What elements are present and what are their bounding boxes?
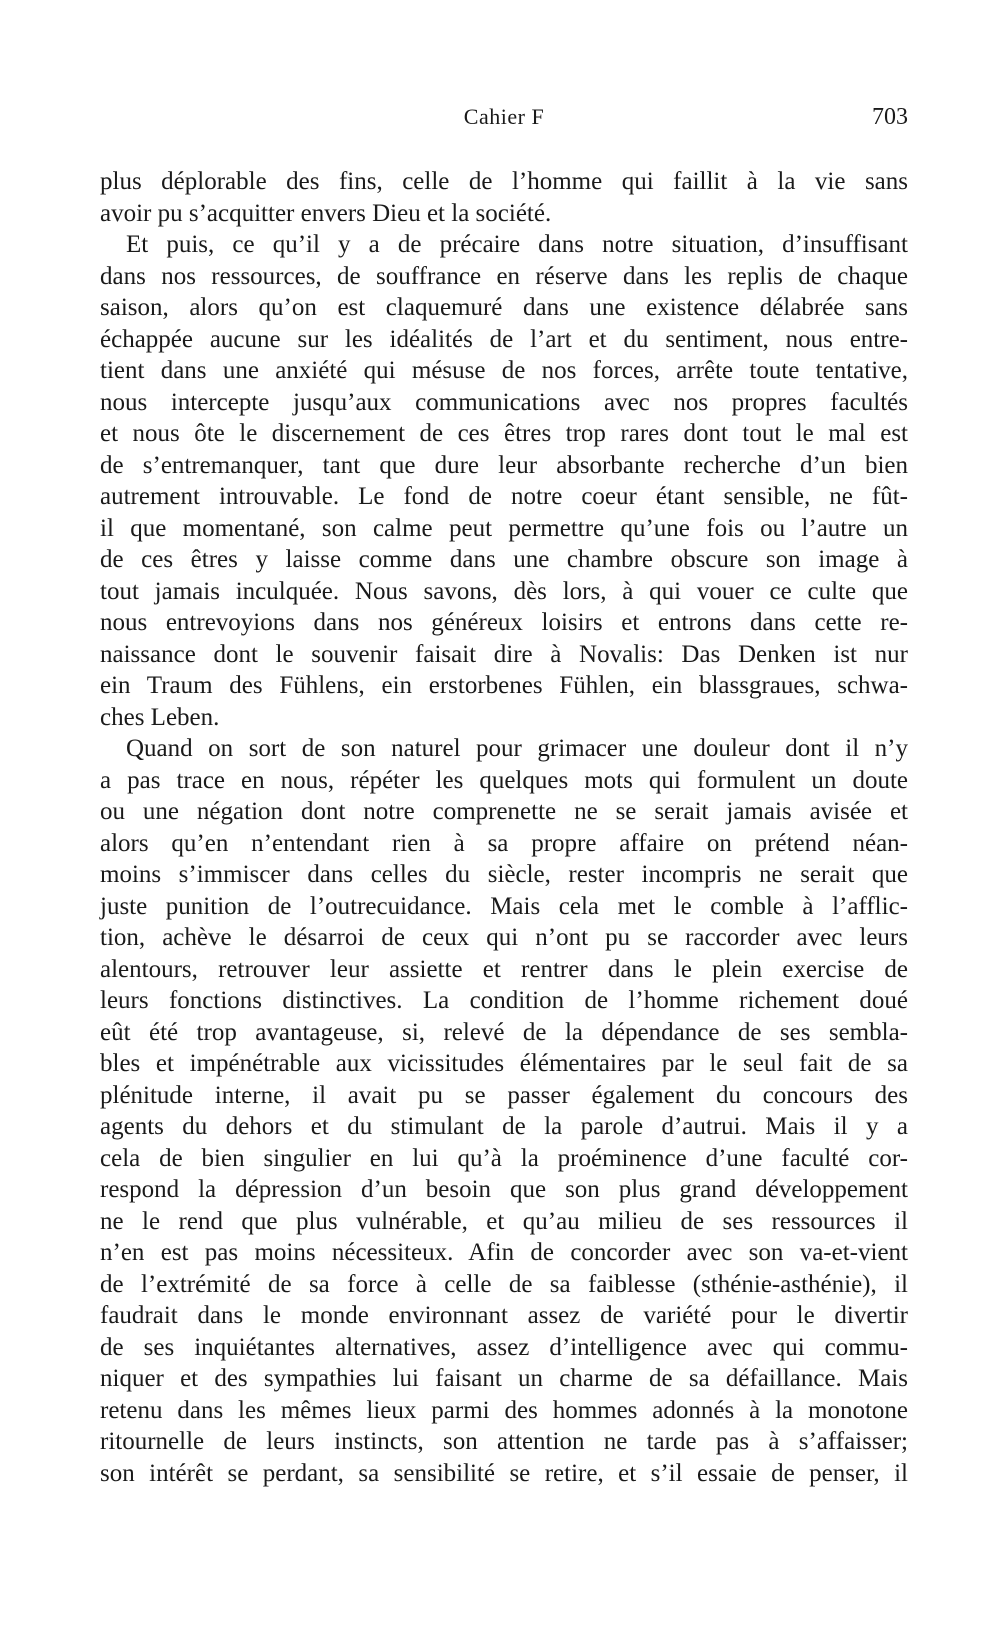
- text-line: de ses inquiétantes alternatives, assez d’intelligence avec qui commu-: [100, 1333, 908, 1361]
- text-line: de ces êtres y laisse comme dans une chambre obscure son image à: [100, 546, 908, 573]
- text-line: juste punition de l’outrecuidance. Mais cela met le comble à l’afflic-: [100, 892, 908, 920]
- text-line: leurs fonctions distinctives. La condition de l’homme richement doué: [100, 987, 908, 1014]
- text-line: autrement introuvable. Le fond de notre coeur étant sensible, ne fût-: [100, 483, 908, 510]
- running-title: Cahier F: [463, 104, 545, 129]
- text-line: respond la dépression d’un besoin que son plus grand développement: [100, 1176, 908, 1203]
- text-line: plus déplorable des fins, celle de l’homme qui faillit à la vie sans: [100, 168, 908, 195]
- text-line: échappée aucune sur les idéalités de l’art et du sentiment, nous entre-: [100, 325, 908, 353]
- text-line: niquer et des sympathies lui faisant un charme de sa défaillance. Mais: [100, 1365, 908, 1392]
- text-line: avoir pu s’acquitter envers Dieu et la société.: [100, 199, 552, 227]
- text-line: ou une négation dont notre comprenette ne se serait jamais avisée et: [100, 798, 908, 825]
- text-line: tient dans une anxiété qui mésuse de nos forces, arrête toute tentative,: [100, 357, 908, 384]
- text-line: eût été trop avantageuse, si, relevé de la dépendance de ses sembla-: [100, 1018, 908, 1046]
- text-line: ne le rend que plus vulnérable, et qu’au milieu de ses ressources il: [100, 1207, 908, 1235]
- text-line: retenu dans les mêmes lieux parmi des hommes adonnés à la monotone: [100, 1396, 908, 1424]
- text-line: et nous ôte le discernement de ces êtres trop rares dont tout le mal est: [100, 420, 908, 447]
- text-line: ches Leben.: [100, 703, 220, 731]
- text-line: plénitude interne, il avait pu se passer également du concours des: [100, 1081, 908, 1109]
- text-line: saison, alors qu’on est claquemuré dans une existence délabrée sans: [100, 294, 908, 321]
- text-line: cela de bien singulier en lui qu’à la proéminence d’une faculté cor-: [100, 1144, 908, 1172]
- text-line: bles et impénétrable aux vicissitudes élémentaires par le seul fait de sa: [100, 1050, 908, 1077]
- text-line: il que momentané, son calme peut permettre qu’une fois ou l’autre un: [100, 514, 908, 542]
- text-line: alors qu’en n’entendant rien à sa propre affaire on prétend néan-: [100, 829, 908, 857]
- text-line: agents du dehors et du stimulant de la parole d’autrui. Mais il y a: [100, 1113, 908, 1140]
- text-line: dans nos ressources, de souffrance en réserve dans les replis de chaque: [100, 262, 908, 290]
- text-line: tion, achève le désarroi de ceux qui n’ont pu se raccorder avec leurs: [100, 924, 908, 951]
- text-line: alentours, retrouver leur assiette et rentrer dans le plein exercise de: [100, 955, 908, 983]
- text-line: nous entrevoyions dans nos généreux loisirs et entrons dans cette re-: [100, 609, 908, 636]
- text-line: moins s’immiscer dans celles du siècle, rester incompris ne serait que: [100, 861, 908, 888]
- text-line: n’en est pas moins nécessiteux. Afin de concorder avec son va-et-vient: [100, 1239, 908, 1266]
- text-line: nous intercepte jusqu’aux communications avec nos propres facultés: [100, 388, 908, 416]
- text-line: tout jamais inculquée. Nous savons, dès lors, à qui vouer ce culte que: [100, 577, 908, 605]
- text-line: Quand on sort de son naturel pour grimacer une douleur dont il n’y: [126, 735, 908, 762]
- text-line: faudrait dans le monde environnant assez de variété pour le divertir: [100, 1302, 908, 1329]
- running-head: [100, 104, 908, 140]
- text-line: son intérêt se perdant, sa sensibilité se retire, et s’il essaie de penser, il: [100, 1459, 908, 1487]
- text-line: de l’extrémité de sa force à celle de sa faiblesse (sthénie-asthénie), il: [100, 1270, 908, 1298]
- text-line: a pas trace en nous, répéter les quelques mots qui formulent un doute: [100, 766, 908, 794]
- body-text: [100, 166, 908, 1489]
- text-line: naissance dont le souvenir faisait dire à Novalis: Das Denken ist nur: [100, 640, 908, 668]
- text-line: ritournelle de leurs instincts, son attention ne tarde pas à s’affaisser;: [100, 1428, 908, 1455]
- text-line: de s’entremanquer, tant que dure leur absorbante recherche d’un bien: [100, 451, 908, 479]
- text-line: ein Traum des Fühlens, ein erstorbenes Fühlen, ein blassgraues, schwa-: [100, 672, 908, 699]
- page-number: 703: [872, 104, 908, 130]
- text-line: Et puis, ce qu’il y a de précaire dans notre situation, d’insuffisant: [126, 231, 908, 258]
